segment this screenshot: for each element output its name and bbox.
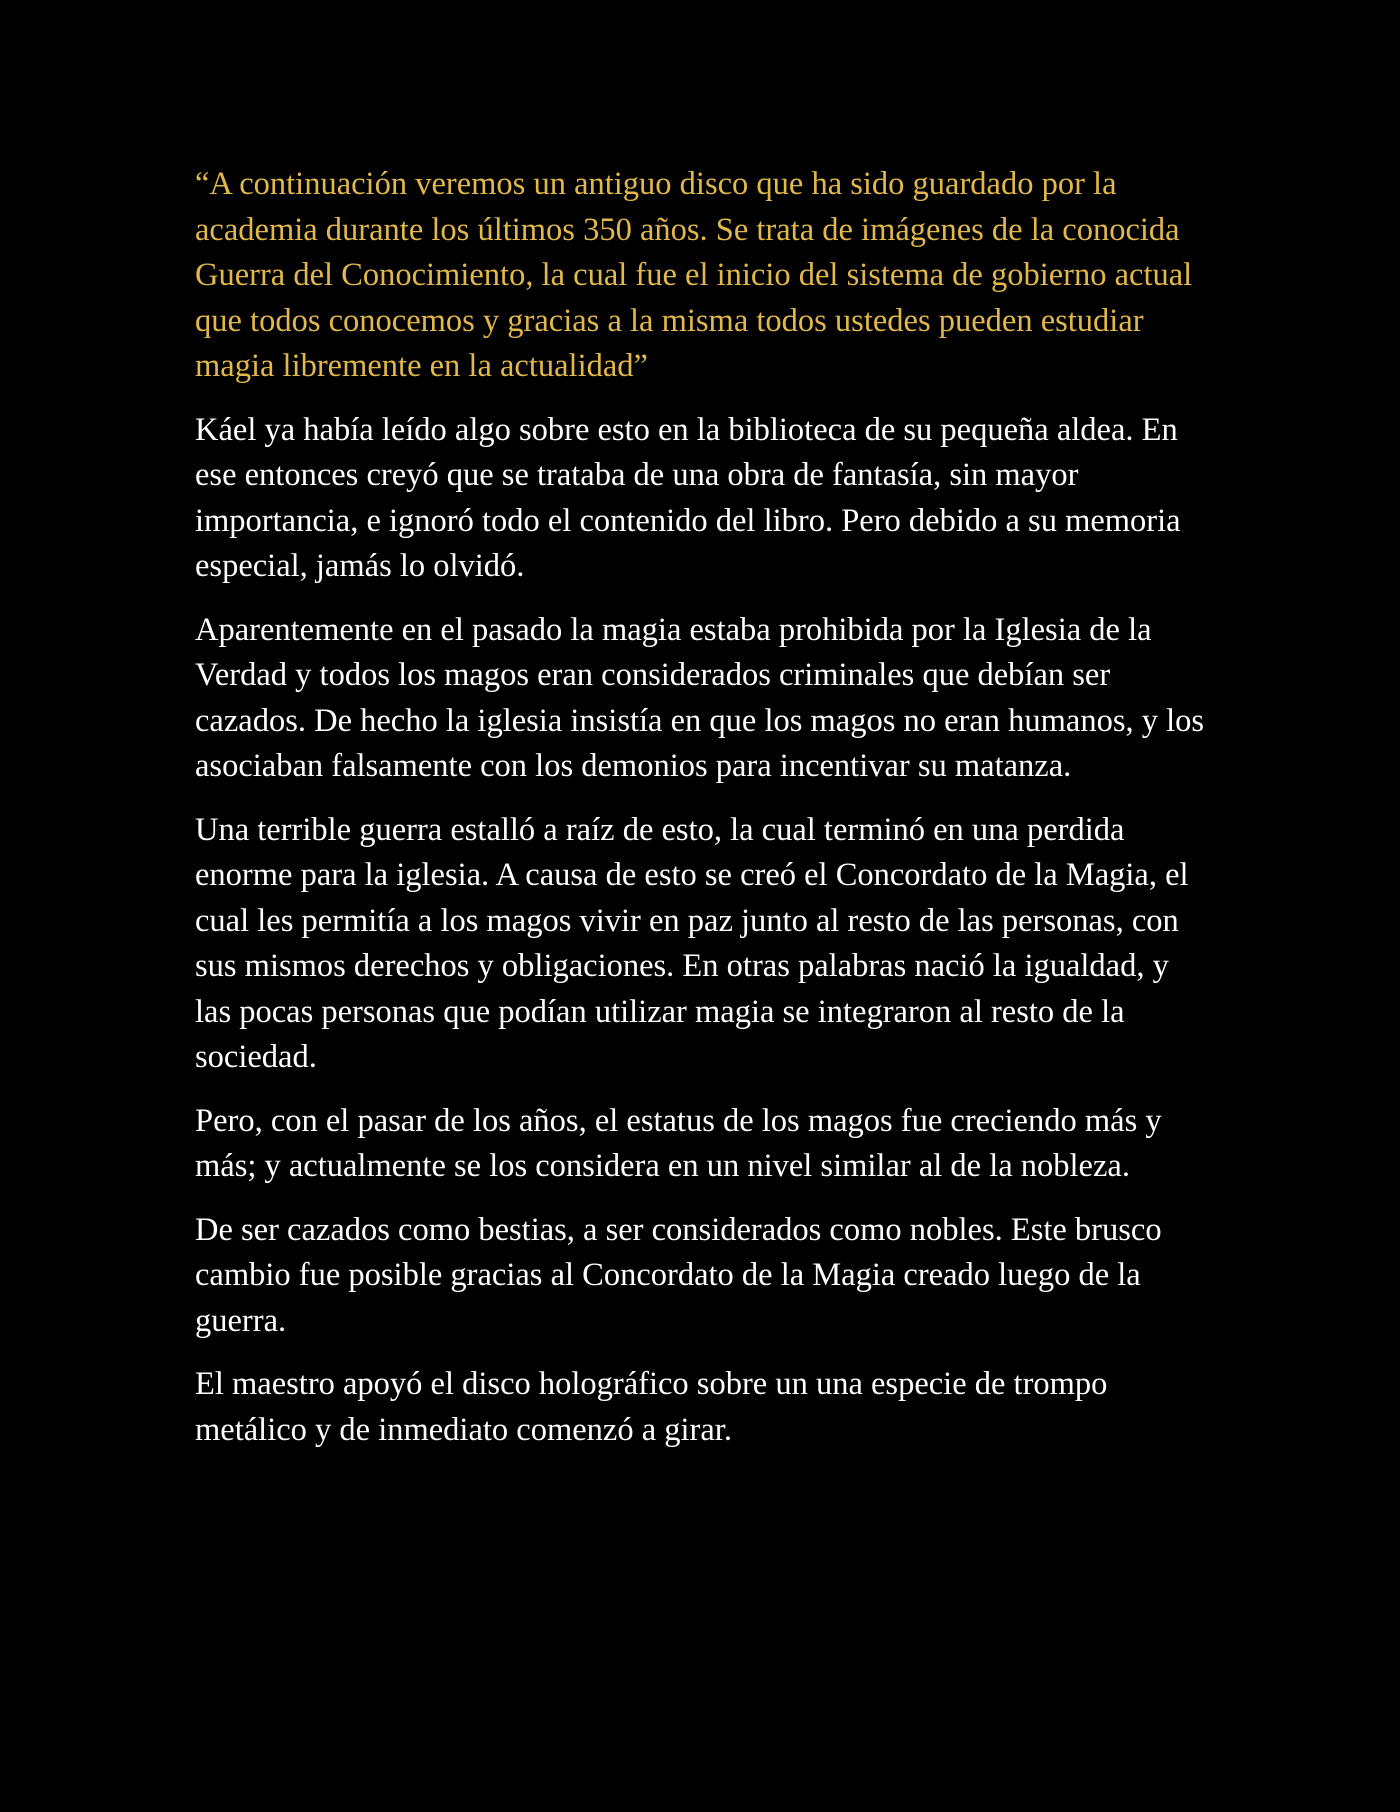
book-page: [195, 162, 1210, 1471]
paragraph: Pero, con el pasar de los años, el estatus de los magos fue creciendo más y más; y actualmente se los considera en un nivel similar al de la nobleza.: [195, 1102, 1162, 1184]
paragraph: Káel ya había leído algo sobre esto en la biblioteca de su pequeña aldea. En ese entonces creyó que se trataba de una obra de fantasía, sin mayor importancia, e ignoró todo el contenido del libro. Pero debido a su memoria especial, jamás lo olvidó.: [195, 411, 1181, 584]
paragraph: De ser cazados como bestias, a ser considerados como nobles. Este brusco cambio fue posible gracias al Concordato de la Magia creado luego de la guerra.: [195, 1211, 1162, 1339]
paragraph: Una terrible guerra estalló a raíz de esto, la cual terminó en una perdida enorme para la iglesia. A causa de esto se creó el Concordato de la Magia, el cual les permitía a los magos vivir en paz junto al resto de las personas, con sus mismos derechos y obligaciones. En otras palabras nació la igualdad, y las pocas personas que podían utilizar magia se integraron al resto de la sociedad.: [195, 811, 1189, 1075]
paragraph: El maestro apoyó el disco holográfico sobre un una especie de trompo metálico y de inmediato comenzó a girar.: [195, 1366, 1108, 1448]
paragraph: Aparentemente en el pasado la magia estaba prohibida por la Iglesia de la Verdad y todos los magos eran considerados criminales que debían ser cazados. De hecho la iglesia insistía en que los magos no eran humanos, y los asociaban falsamente con los demonios para incentivar su matanza.: [195, 611, 1205, 784]
paragraph-dialogue: “A continuación veremos un antiguo disco que ha sido guardado por la academia durante los últimos 350 años. Se trata de imágenes de la conocida Guerra del Conocimiento, la cual fue el inicio del sistema de gobierno actual que todos conocemos y gracias a la misma todos ustedes pueden estudiar magia libremente en la actualidad”: [195, 166, 1193, 384]
